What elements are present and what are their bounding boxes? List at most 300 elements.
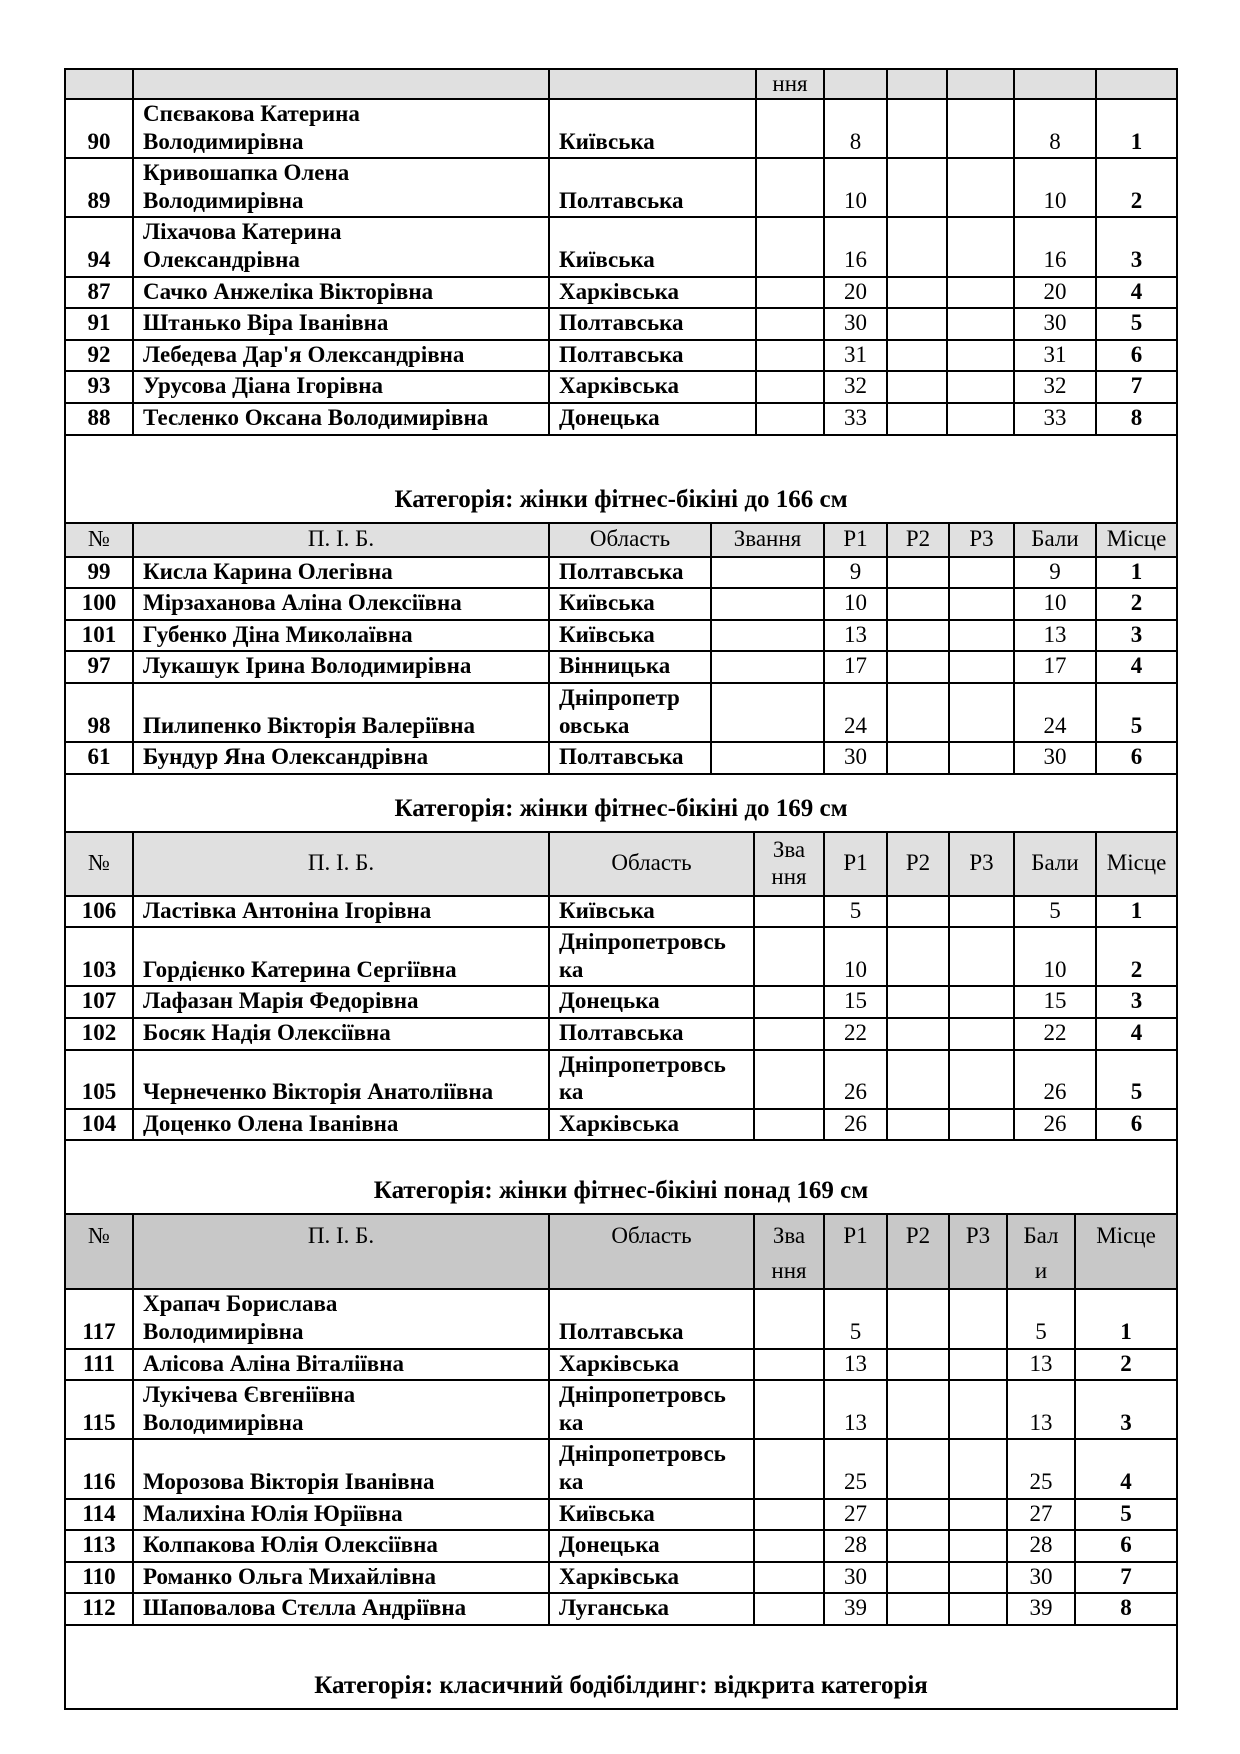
cell-r1: 31	[824, 340, 887, 372]
cell-r1: 27	[824, 1499, 887, 1531]
cell-place: 3	[1075, 1380, 1177, 1439]
cell-number: 113	[65, 1530, 133, 1562]
cell-r2	[887, 620, 949, 652]
cell-region: Київська	[549, 620, 711, 652]
cell-region: Полтавська	[549, 1289, 754, 1348]
table-row	[65, 986, 1177, 1018]
cell-name: Лафазан Марія Федорівна	[133, 986, 549, 1018]
cell-points: 13	[1007, 1380, 1075, 1439]
header-place: Місце	[1075, 1214, 1177, 1289]
cell-r3	[949, 683, 1014, 742]
cell-points: 30	[1014, 742, 1096, 774]
cell-r2	[887, 99, 947, 158]
cell-r1: 26	[824, 1109, 887, 1141]
cell-region: Полтавська	[549, 308, 756, 340]
cell-name: Чернеченко Вікторія Анатоліївна	[133, 1050, 549, 1109]
header-number: №	[65, 832, 133, 896]
cell-r1: 28	[824, 1530, 887, 1562]
cell-r1: 5	[824, 1289, 887, 1348]
cell-number: 115	[65, 1380, 133, 1439]
cell-place: 1	[1096, 896, 1177, 928]
cell-rank	[756, 340, 824, 372]
cell-number: 106	[65, 896, 133, 928]
cell-name: Шаповалова Стєлла Андріївна	[133, 1593, 549, 1625]
cell-name: Храпач Борислава Володимирівна	[133, 1289, 549, 1348]
cell-r2	[887, 986, 949, 1018]
table-row	[65, 158, 1177, 217]
table-row	[65, 1289, 1177, 1348]
results-table-bikini-under-166	[64, 434, 1178, 775]
table-row	[65, 742, 1177, 774]
cell-r3	[947, 371, 1014, 403]
cell-points: 17	[1014, 651, 1096, 683]
cell-number: 100	[65, 588, 133, 620]
results-table-bikini-over-169	[64, 1139, 1178, 1710]
cell-region: Донецька	[549, 1530, 754, 1562]
cell-region: Полтавська	[549, 742, 711, 774]
cell-r3	[949, 896, 1014, 928]
header-rank: Зва ння	[754, 832, 824, 896]
cell-number: 61	[65, 742, 133, 774]
cell-r2	[887, 1439, 949, 1498]
cell-region: Київська	[549, 896, 754, 928]
cell-points: 31	[1014, 340, 1096, 372]
cell-rank	[756, 158, 824, 217]
cell-r1: 30	[824, 308, 887, 340]
cell-points: 15	[1014, 986, 1096, 1018]
header-number	[65, 69, 133, 99]
cell-rank	[756, 277, 824, 309]
table-row	[65, 1530, 1177, 1562]
cell-r3	[949, 1018, 1014, 1050]
cell-place: 1	[1096, 99, 1177, 158]
cell-place: 3	[1096, 620, 1177, 652]
header-r2: Р2	[887, 1214, 949, 1289]
cell-place: 2	[1096, 927, 1177, 986]
cell-rank	[754, 896, 824, 928]
cell-region: Київська	[549, 99, 756, 158]
cell-points: 13	[1007, 1349, 1075, 1381]
cell-rank	[756, 217, 824, 276]
cell-r1: 30	[824, 742, 887, 774]
cell-region: Дніпропетр овська	[549, 683, 711, 742]
cell-number: 87	[65, 277, 133, 309]
cell-rank	[754, 1289, 824, 1348]
cell-r2	[887, 1289, 949, 1348]
cell-name: Ліхачова Катерина Олександрівна	[133, 217, 549, 276]
cell-name: Бундур Яна Олександрівна	[133, 742, 549, 774]
cell-r1: 16	[824, 217, 887, 276]
cell-points: 10	[1014, 588, 1096, 620]
cell-r2	[887, 742, 949, 774]
cell-region: Дніпропетровсь ка	[549, 1380, 754, 1439]
cell-name: Морозова Вікторія Іванівна	[133, 1439, 549, 1498]
cell-place: 4	[1096, 1018, 1177, 1050]
cell-rank	[754, 1349, 824, 1381]
header-name	[133, 69, 549, 99]
table-row	[65, 371, 1177, 403]
cell-r3	[947, 158, 1014, 217]
header-points: Бал и	[1007, 1214, 1075, 1289]
cell-r3	[947, 217, 1014, 276]
cell-r2	[887, 1499, 949, 1531]
cell-rank	[754, 986, 824, 1018]
cell-name: Колпакова Юлія Олексіївна	[133, 1530, 549, 1562]
table-row	[65, 774, 1177, 832]
cell-r3	[949, 651, 1014, 683]
header-region: Область	[549, 832, 754, 896]
cell-r3	[949, 1349, 1007, 1381]
cell-place: 4	[1096, 651, 1177, 683]
cell-rank	[756, 403, 824, 435]
cell-number: 101	[65, 620, 133, 652]
table-row	[65, 99, 1177, 158]
cell-points: 20	[1014, 277, 1096, 309]
cell-number: 92	[65, 340, 133, 372]
cell-points: 8	[1014, 99, 1096, 158]
cell-region: Дніпропетровсь ка	[549, 1050, 754, 1109]
cell-place: 2	[1096, 588, 1177, 620]
cell-r1: 13	[824, 1380, 887, 1439]
header-name: П. І. Б.	[133, 832, 549, 896]
cell-place: 6	[1096, 1109, 1177, 1141]
cell-points: 13	[1014, 620, 1096, 652]
cell-points: 26	[1014, 1050, 1096, 1109]
cell-rank	[756, 99, 824, 158]
cell-r3	[949, 1439, 1007, 1498]
cell-number: 99	[65, 557, 133, 589]
header-region	[549, 69, 756, 99]
results-table-bikini-under-169	[64, 773, 1178, 1142]
cell-points: 27	[1007, 1499, 1075, 1531]
cell-number: 103	[65, 927, 133, 986]
cell-name: Сачко Анжеліка Вікторівна	[133, 277, 549, 309]
results-table-continued	[64, 68, 1178, 436]
cell-r2	[887, 1018, 949, 1050]
cell-place: 1	[1075, 1289, 1177, 1348]
cell-number: 88	[65, 403, 133, 435]
cell-name: Алісова Аліна Віталіївна	[133, 1349, 549, 1381]
cell-place: 8	[1075, 1593, 1177, 1625]
cell-number: 102	[65, 1018, 133, 1050]
header-r3: Р3	[949, 832, 1014, 896]
table-row	[65, 1349, 1177, 1381]
cell-r3	[949, 1499, 1007, 1531]
cell-r1: 39	[824, 1593, 887, 1625]
table-row	[65, 651, 1177, 683]
header-row	[65, 523, 1177, 557]
cell-rank	[711, 683, 824, 742]
cell-r2	[887, 277, 947, 309]
cell-name: Малихіна Юлія Юріївна	[133, 1499, 549, 1531]
cell-rank	[711, 588, 824, 620]
cell-r3	[947, 308, 1014, 340]
table-row	[65, 1625, 1177, 1709]
cell-name: Кривошапка Олена Володимирівна	[133, 158, 549, 217]
header-number: №	[65, 523, 133, 557]
cell-r1: 26	[824, 1050, 887, 1109]
cell-rank	[754, 1562, 824, 1594]
header-r1: Р1	[824, 523, 887, 557]
cell-r3	[949, 588, 1014, 620]
cell-r1: 20	[824, 277, 887, 309]
cell-number: 104	[65, 1109, 133, 1141]
cell-number: 107	[65, 986, 133, 1018]
table-row	[65, 588, 1177, 620]
cell-place: 3	[1096, 217, 1177, 276]
cell-r3	[949, 1593, 1007, 1625]
cell-points: 39	[1007, 1593, 1075, 1625]
header-place	[1096, 69, 1177, 99]
cell-points: 33	[1014, 403, 1096, 435]
cell-r1: 33	[824, 403, 887, 435]
table-row	[65, 1380, 1177, 1439]
section-title: Категорія: класичний бодібілдинг: відкрита категорія	[65, 1625, 1177, 1709]
table-row	[65, 1593, 1177, 1625]
cell-r3	[949, 742, 1014, 774]
cell-number: 114	[65, 1499, 133, 1531]
cell-region: Київська	[549, 588, 711, 620]
cell-name: Ластівка Антоніна Ігорівна	[133, 896, 549, 928]
cell-region: Дніпропетровсь ка	[549, 927, 754, 986]
cell-rank	[754, 1380, 824, 1439]
cell-number: 93	[65, 371, 133, 403]
header-r2: Р2	[887, 832, 949, 896]
header-rank: Зва ння	[754, 1214, 824, 1289]
cell-name: Лукашук Ірина Володимирівна	[133, 651, 549, 683]
cell-region: Вінницька	[549, 651, 711, 683]
cell-name: Губенко Діна Миколаївна	[133, 620, 549, 652]
cell-region: Харківська	[549, 1349, 754, 1381]
cell-r3	[949, 620, 1014, 652]
cell-region: Луганська	[549, 1593, 754, 1625]
cell-region: Полтавська	[549, 557, 711, 589]
header-r1: Р1	[824, 832, 887, 896]
cell-points: 22	[1014, 1018, 1096, 1050]
cell-place: 1	[1096, 557, 1177, 589]
section-title: Категорія: жінки фітнес-бікіні до 166 см	[65, 435, 1177, 523]
table-row	[65, 927, 1177, 986]
cell-r3	[947, 277, 1014, 309]
header-points	[1014, 69, 1096, 99]
cell-r3	[949, 1289, 1007, 1348]
table-row	[65, 896, 1177, 928]
header-r2: Р2	[887, 523, 949, 557]
cell-region: Полтавська	[549, 1018, 754, 1050]
cell-region: Харківська	[549, 1562, 754, 1594]
header-name: П. І. Б.	[133, 523, 549, 557]
cell-r3	[949, 1530, 1007, 1562]
cell-place: 3	[1096, 986, 1177, 1018]
cell-r3	[949, 1109, 1014, 1141]
cell-points: 16	[1014, 217, 1096, 276]
cell-r2	[887, 683, 949, 742]
cell-number: 116	[65, 1439, 133, 1498]
cell-name: Романко Ольга Михайлівна	[133, 1562, 549, 1594]
cell-r2	[887, 308, 947, 340]
table-row	[65, 340, 1177, 372]
table-row	[65, 1562, 1177, 1594]
cell-rank	[754, 1593, 824, 1625]
cell-number: 89	[65, 158, 133, 217]
cell-r3	[947, 99, 1014, 158]
cell-r2	[887, 927, 949, 986]
cell-name: Урусова Діана Ігорівна	[133, 371, 549, 403]
cell-points: 30	[1014, 308, 1096, 340]
table-row	[65, 620, 1177, 652]
cell-r2	[887, 1562, 949, 1594]
cell-place: 2	[1096, 158, 1177, 217]
cell-region: Донецька	[549, 403, 756, 435]
header-place: Місце	[1096, 832, 1177, 896]
header-region: Область	[549, 1214, 754, 1289]
cell-rank	[754, 1439, 824, 1498]
cell-r2	[887, 340, 947, 372]
cell-place: 4	[1075, 1439, 1177, 1498]
cell-region: Харківська	[549, 371, 756, 403]
cell-region: Харківська	[549, 277, 756, 309]
table-row	[65, 277, 1177, 309]
cell-number: 105	[65, 1050, 133, 1109]
cell-r2	[887, 588, 949, 620]
cell-place: 5	[1096, 683, 1177, 742]
header-row	[65, 832, 1177, 896]
header-number: №	[65, 1214, 133, 1289]
cell-r2	[887, 1050, 949, 1109]
cell-region: Полтавська	[549, 158, 756, 217]
header-r1: Р1	[824, 1214, 887, 1289]
cell-points: 30	[1007, 1562, 1075, 1594]
cell-region: Дніпропетровсь ка	[549, 1439, 754, 1498]
cell-r3	[949, 557, 1014, 589]
cell-place: 5	[1096, 308, 1177, 340]
cell-r2	[887, 1109, 949, 1141]
cell-region: Київська	[549, 1499, 754, 1531]
cell-number: 117	[65, 1289, 133, 1348]
cell-region: Київська	[549, 217, 756, 276]
cell-points: 32	[1014, 371, 1096, 403]
cell-rank	[756, 371, 824, 403]
cell-r2	[887, 651, 949, 683]
cell-place: 5	[1096, 1050, 1177, 1109]
header-row	[65, 69, 1177, 99]
cell-r1: 10	[824, 158, 887, 217]
cell-number: 91	[65, 308, 133, 340]
header-rank: Звання	[711, 523, 824, 557]
cell-points: 10	[1014, 158, 1096, 217]
cell-name: Лебедева Дар'я Олександрівна	[133, 340, 549, 372]
cell-rank	[711, 742, 824, 774]
header-row	[65, 1214, 1177, 1289]
section-title: Категорія: жінки фітнес-бікіні до 169 см	[65, 774, 1177, 832]
cell-name: Штанько Віра Іванівна	[133, 308, 549, 340]
results-document-content	[64, 68, 1176, 1710]
cell-number: 110	[65, 1562, 133, 1594]
cell-r1: 5	[824, 896, 887, 928]
cell-r3	[947, 340, 1014, 372]
cell-name: Кисла Карина Олегівна	[133, 557, 549, 589]
cell-place: 6	[1096, 742, 1177, 774]
header-region: Область	[549, 523, 711, 557]
table-row	[65, 1499, 1177, 1531]
table-row	[65, 557, 1177, 589]
cell-r3	[949, 986, 1014, 1018]
cell-r2	[887, 1530, 949, 1562]
cell-r1: 24	[824, 683, 887, 742]
cell-rank	[711, 651, 824, 683]
cell-rank	[754, 1018, 824, 1050]
header-r2	[887, 69, 947, 99]
cell-place: 6	[1075, 1530, 1177, 1562]
header-rank: ння	[756, 69, 824, 99]
table-row	[65, 1018, 1177, 1050]
section-title: Категорія: жінки фітнес-бікіні понад 169 см	[65, 1140, 1177, 1214]
cell-points: 5	[1007, 1289, 1075, 1348]
header-r3: Р3	[949, 1214, 1007, 1289]
cell-points: 9	[1014, 557, 1096, 589]
cell-rank	[754, 927, 824, 986]
cell-rank	[711, 557, 824, 589]
cell-r2	[887, 371, 947, 403]
cell-r1: 10	[824, 588, 887, 620]
cell-number: 98	[65, 683, 133, 742]
cell-name: Лукічева Євгеніївна Володимирівна	[133, 1380, 549, 1439]
cell-name: Пилипенко Вікторія Валеріївна	[133, 683, 549, 742]
header-place: Місце	[1096, 523, 1177, 557]
cell-r2	[887, 158, 947, 217]
cell-place: 7	[1075, 1562, 1177, 1594]
cell-r1: 15	[824, 986, 887, 1018]
cell-name: Тесленко Оксана Володимирівна	[133, 403, 549, 435]
cell-region: Полтавська	[549, 340, 756, 372]
cell-r2	[887, 403, 947, 435]
cell-name: Гордієнко Катерина Сергіївна	[133, 927, 549, 986]
table-row	[65, 683, 1177, 742]
cell-rank	[754, 1050, 824, 1109]
header-points: Бали	[1014, 832, 1096, 896]
cell-place: 6	[1096, 340, 1177, 372]
cell-points: 24	[1014, 683, 1096, 742]
cell-rank	[711, 620, 824, 652]
cell-r1: 13	[824, 1349, 887, 1381]
cell-rank	[754, 1109, 824, 1141]
cell-r2	[887, 896, 949, 928]
header-points: Бали	[1014, 523, 1096, 557]
cell-number: 111	[65, 1349, 133, 1381]
cell-place: 2	[1075, 1349, 1177, 1381]
cell-points: 28	[1007, 1530, 1075, 1562]
table-row	[65, 435, 1177, 523]
header-name: П. І. Б.	[133, 1214, 549, 1289]
cell-place: 5	[1075, 1499, 1177, 1531]
header-r3	[947, 69, 1014, 99]
cell-r1: 17	[824, 651, 887, 683]
cell-rank	[756, 308, 824, 340]
table-row	[65, 1140, 1177, 1214]
table-row	[65, 403, 1177, 435]
cell-number: 90	[65, 99, 133, 158]
cell-r3	[947, 403, 1014, 435]
cell-r2	[887, 217, 947, 276]
cell-r2	[887, 557, 949, 589]
table-row	[65, 1439, 1177, 1498]
cell-r1: 25	[824, 1439, 887, 1498]
cell-r1: 32	[824, 371, 887, 403]
header-r1	[824, 69, 887, 99]
cell-place: 7	[1096, 371, 1177, 403]
cell-region: Харківська	[549, 1109, 754, 1141]
cell-r2	[887, 1593, 949, 1625]
